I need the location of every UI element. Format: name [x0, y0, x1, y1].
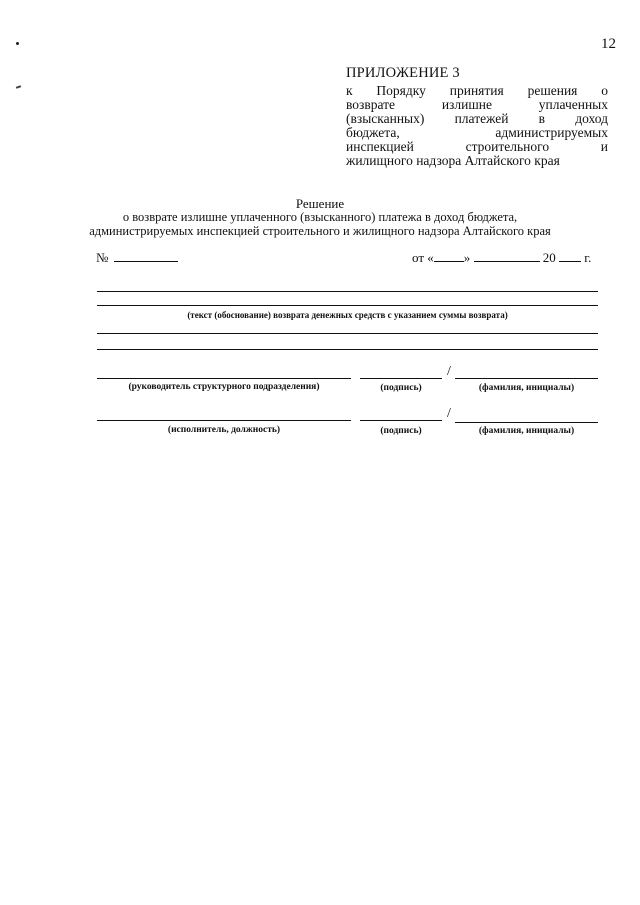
- appendix-line: инспекцией строительного и: [346, 139, 608, 154]
- decision-title: Решение: [295, 196, 345, 211]
- executor-caption: (исполнитель, должность): [167, 425, 281, 435]
- decision-date-row: [412, 250, 591, 266]
- appendix-block: [346, 66, 608, 168]
- date-from-label: от «: [412, 250, 434, 265]
- slash-separator: /: [447, 406, 451, 421]
- name-caption: (фамилия, инициалы): [478, 426, 575, 436]
- executor-signature-line[interactable]: [360, 420, 442, 421]
- text-line[interactable]: [97, 349, 598, 350]
- date-day-field[interactable]: [434, 251, 464, 262]
- signature-caption: (подпись): [380, 383, 422, 393]
- slash-separator: /: [447, 364, 451, 379]
- date-year-suffix: г.: [584, 250, 592, 265]
- appendix-line: бюджета, администрируемых: [346, 125, 608, 140]
- date-year-prefix: 20: [542, 250, 556, 265]
- head-name-line[interactable]: [455, 378, 598, 379]
- scan-mark: [16, 42, 19, 45]
- signature-caption: (подпись): [380, 426, 422, 436]
- number-field[interactable]: [114, 251, 178, 262]
- executor-position-line[interactable]: [97, 420, 351, 421]
- text-caption: (текст (обоснование) возврата денежных средств с указанием суммы возврата): [187, 310, 508, 320]
- head-position-line[interactable]: [97, 378, 351, 379]
- number-label: №: [96, 250, 109, 265]
- appendix-line: возврате излишне уплаченных: [346, 97, 608, 112]
- executor-name-line[interactable]: [455, 422, 598, 423]
- page-number: 12: [601, 36, 616, 52]
- scan-mark: [16, 85, 21, 89]
- text-line[interactable]: [97, 291, 598, 292]
- appendix-line: жилищного надзора Алтайского края: [346, 153, 560, 168]
- appendix-line: к Порядку принятия решения о: [346, 83, 608, 98]
- date-month-field[interactable]: [474, 251, 540, 262]
- decision-subtitle: администрируемых инспекцией строительного и жилищного надзора Алтайского края: [89, 224, 551, 238]
- name-caption: (фамилия, инициалы): [478, 383, 575, 393]
- text-line[interactable]: [97, 305, 598, 306]
- appendix-line: (взысканных) платежей в доход: [346, 111, 608, 126]
- head-caption: (руководитель структурного подразделения): [128, 382, 320, 392]
- decision-number-row: [96, 250, 178, 266]
- date-quote-close: »: [463, 250, 471, 265]
- date-year-field[interactable]: [559, 251, 581, 262]
- appendix-heading: ПРИЛОЖЕНИЕ 3: [346, 65, 460, 81]
- decision-subtitle: о возврате излишне уплаченного (взысканного) платежа в доход бюджета,: [122, 210, 518, 224]
- text-line[interactable]: [97, 333, 598, 334]
- head-signature-line[interactable]: [360, 378, 442, 379]
